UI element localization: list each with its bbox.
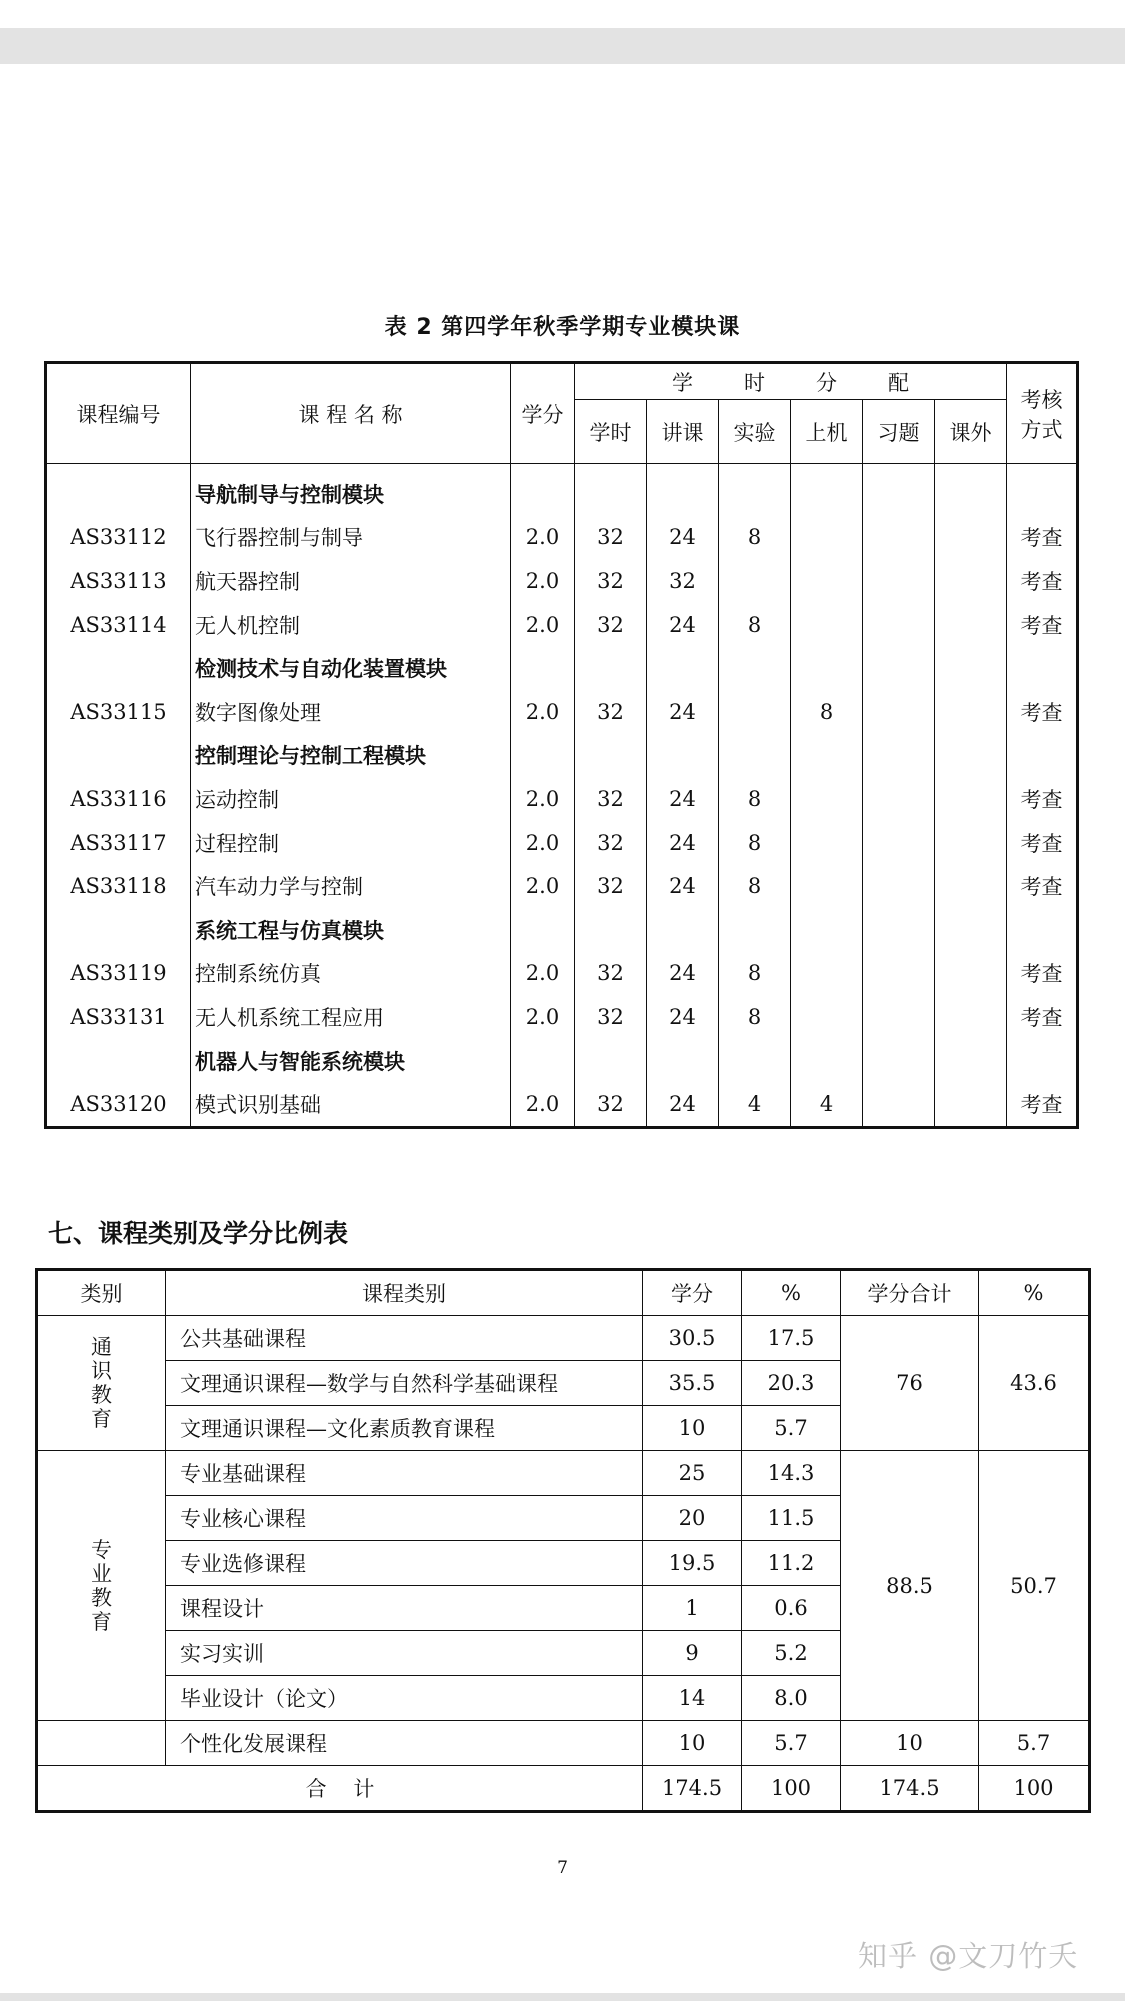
table-row: AS33119 控制系统仿真 2.0 32 24 8 考查 [46, 952, 1078, 996]
table-row: AS33116 运动控制 2.0 32 24 8 考查 [46, 777, 1078, 821]
bottom-scroll-bar [0, 1993, 1125, 2001]
table-row: AS33131 无人机系统工程应用 2.0 32 24 8 考查 [46, 995, 1078, 1039]
top-scroll-bar [0, 28, 1125, 64]
group-percent-total: 5.7 [979, 1721, 1090, 1766]
table-row: 专业核心课程 20 11.5 [37, 1496, 1090, 1541]
sum-label: 合 计 [37, 1766, 643, 1812]
sum-row: 合 计 174.5 100 174.5 100 [37, 1766, 1090, 1812]
module-row: 导航制导与控制模块 [46, 464, 1078, 516]
table-header-row [37, 1270, 1090, 1316]
group-percent-total: 50.7 [979, 1451, 1090, 1721]
header-credit-total: 学分合计 [841, 1270, 979, 1316]
table-2-title: 表 2 第四学年秋季学期专业模块课 [384, 315, 741, 340]
header-percent: % [742, 1270, 841, 1316]
table-row: AS33120 模式识别基础 2.0 32 24 4 4 考查 [46, 1082, 1078, 1127]
credit-ratio-table [35, 1268, 1091, 1813]
table-row: 个性化发展课程 10 5.7 10 5.7 [37, 1721, 1090, 1766]
page-number: 7 [557, 1858, 568, 1878]
header-hour-distribution: 学 时 分 配 [575, 363, 1007, 400]
table-row: AS33118 汽车动力学与控制 2.0 32 24 8 考查 [46, 864, 1078, 908]
header-credit: 学分 [643, 1270, 742, 1316]
group-credit-total: 10 [841, 1721, 979, 1766]
module-row: 机器人与智能系统模块 [46, 1039, 1078, 1083]
header-hours: 学时 [575, 400, 647, 464]
group-credit-total: 88.5 [841, 1451, 979, 1721]
table-row: AS33117 过程控制 2.0 32 24 8 考查 [46, 821, 1078, 865]
header-exam: 考核 方式 [1007, 363, 1078, 464]
module-row: 控制理论与控制工程模块 [46, 734, 1078, 778]
header-lab: 实验 [719, 400, 791, 464]
header-computer: 上机 [791, 400, 863, 464]
table-row: 文理通识课程—文化素质教育课程 10 5.7 [37, 1406, 1090, 1451]
table-row: AS33112 飞行器控制与制导 2.0 32 24 8 考查 [46, 516, 1078, 560]
header-lecture: 讲课 [647, 400, 719, 464]
watermark: 知乎 @文刀竹夭 [858, 1939, 1079, 1973]
header-extra: 课外 [935, 400, 1007, 464]
category-general-education: 通 识 教 育 [37, 1316, 166, 1451]
module-row: 检测技术与自动化装置模块 [46, 646, 1078, 690]
table-row: 课程设计 1 0.6 [37, 1586, 1090, 1631]
module-course-table [44, 361, 1079, 1129]
table-row: 文理通识课程—数学与自然科学基础课程 35.5 20.3 [37, 1361, 1090, 1406]
table-row: AS33114 无人机控制 2.0 32 24 8 考查 [46, 603, 1078, 647]
header-credit: 学分 [511, 363, 575, 464]
category-blank [37, 1721, 166, 1766]
category-professional-education: 专 业 教 育 [37, 1451, 166, 1721]
header-total-percent: % [979, 1270, 1090, 1316]
header-category: 类别 [37, 1270, 166, 1316]
table-row: 毕业设计（论文） 14 8.0 [37, 1676, 1090, 1721]
section-7-title: 七、课程类别及学分比例表 [48, 1219, 349, 1248]
table-row: 实习实训 9 5.2 [37, 1631, 1090, 1676]
table-row: 专业选修课程 19.5 11.2 [37, 1541, 1090, 1586]
table-row: 专 业 教 育 专业基础课程 25 14.3 88.5 50.7 [37, 1451, 1090, 1496]
header-name: 课 程 名 称 [191, 363, 511, 464]
table-row: 通 识 教 育 公共基础课程 30.5 17.5 76 43.6 [37, 1316, 1090, 1361]
group-credit-total: 76 [841, 1316, 979, 1451]
header-code: 课程编号 [46, 363, 191, 464]
module-row: 系统工程与仿真模块 [46, 908, 1078, 952]
group-percent-total: 43.6 [979, 1316, 1090, 1451]
table-row: AS33113 航天器控制 2.0 32 32 考查 [46, 559, 1078, 603]
header-course-type: 课程类别 [166, 1270, 643, 1316]
table-row: AS33115 数字图像处理 2.0 32 24 8 考查 [46, 690, 1078, 734]
header-exercise: 习题 [863, 400, 935, 464]
